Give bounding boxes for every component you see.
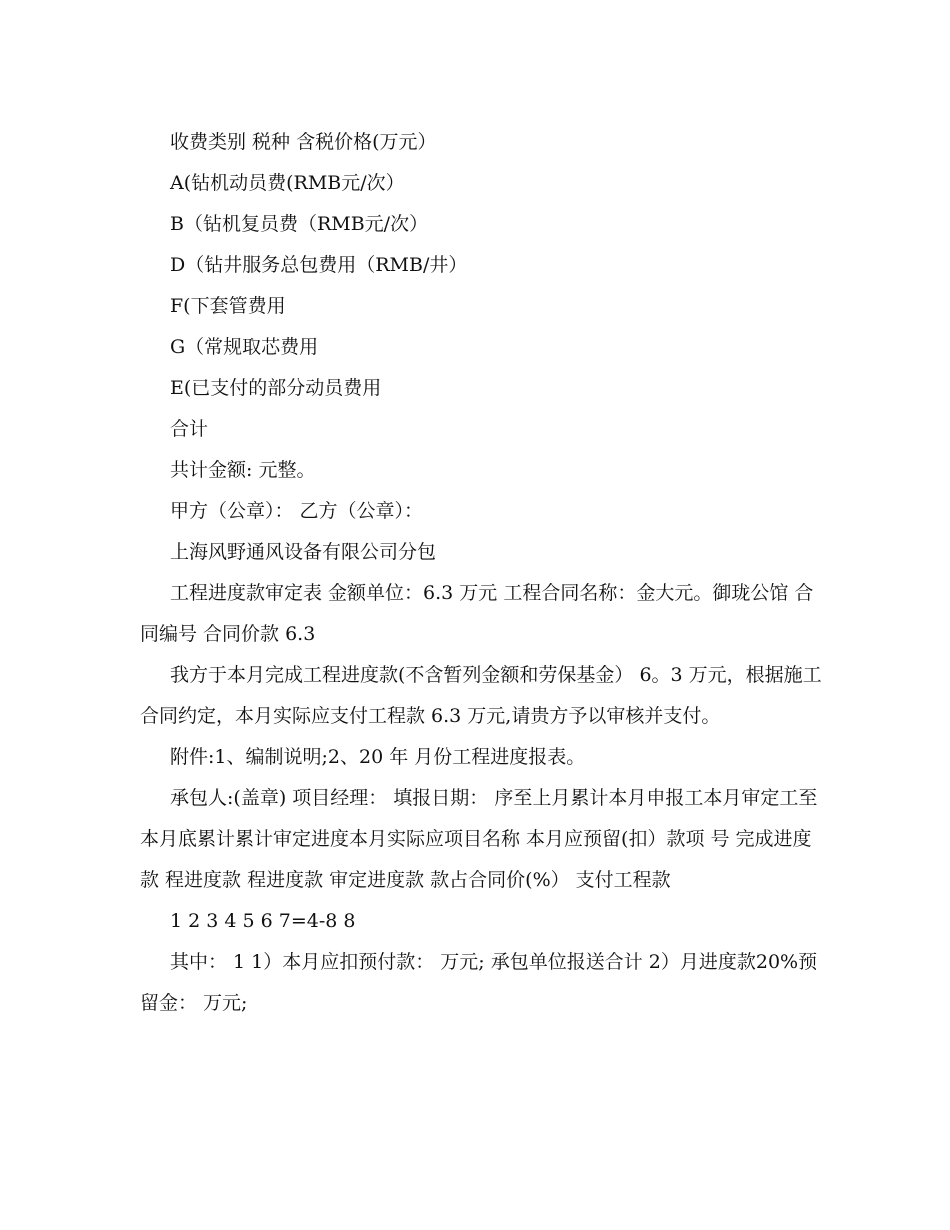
paragraph-company-name: 上海风野通风设备有限公司分包 <box>170 541 437 563</box>
paragraph-deductions: 其中： 1 1）本月应扣预付款： 万元; 承包单位报送合计 2）月进度款20%预留金： 万元; <box>140 951 818 1014</box>
paragraph-attachments: 附件:1、编制说明;2、20 年 月份工程进度报表。 <box>170 746 586 768</box>
document-body <box>140 122 830 1024</box>
paragraph-casing-fee: F(下套管费用 <box>170 295 286 317</box>
paragraph-drilling-service: D（钻井服务总包费用（RMB/井） <box>170 254 468 276</box>
paragraph-progress-form-title: 工程进度款审定表 金额单位：6.3 万元 工程合同名称：金大元。御珑公馆 合同编号 合同价款 6.3 <box>140 582 814 645</box>
paragraph-drill-mobilization: A(钻机动员费(RMB元/次） <box>170 172 405 194</box>
paragraph-subtotal: 合计 <box>170 418 209 440</box>
paragraph-party-seals: 甲方（公章）： 乙方（公章）： <box>170 500 424 522</box>
paragraph-coring-fee: G（常规取芯费用 <box>170 336 319 358</box>
paragraph-fee-category-header: 收费类别 税种 含税价格(万元） <box>170 131 437 153</box>
paragraph-table-headers: 承包人:(盖章) 项目经理： 填报日期： 序至上月累计本月申报工本月审定工至本月底累计累计审定进度本月实际应项目名称 本月应预留(扣）款项 号 完成进度款 程进度款 程进度款 审定进度款 款占合同价(%） 支付工程款 <box>140 787 818 891</box>
paragraph-paid-mobilization: E(已支付的部分动员费用 <box>170 377 382 399</box>
paragraph-total-amount: 共计金额: 元整。 <box>170 459 316 481</box>
paragraph-drill-demobilization: B（钻机复员费（RMB元/次） <box>170 213 429 235</box>
paragraph-column-numbers: 1 2 3 4 5 6 7=4-8 8 <box>170 910 356 932</box>
paragraph-payment-request: 我方于本月完成工程进度款(不含暂列金额和劳保基金） 6。3 万元，根据施工合同约定，本月实际应支付工程款 6.3 万元,请贵方予以审核并支付。 <box>140 664 822 727</box>
